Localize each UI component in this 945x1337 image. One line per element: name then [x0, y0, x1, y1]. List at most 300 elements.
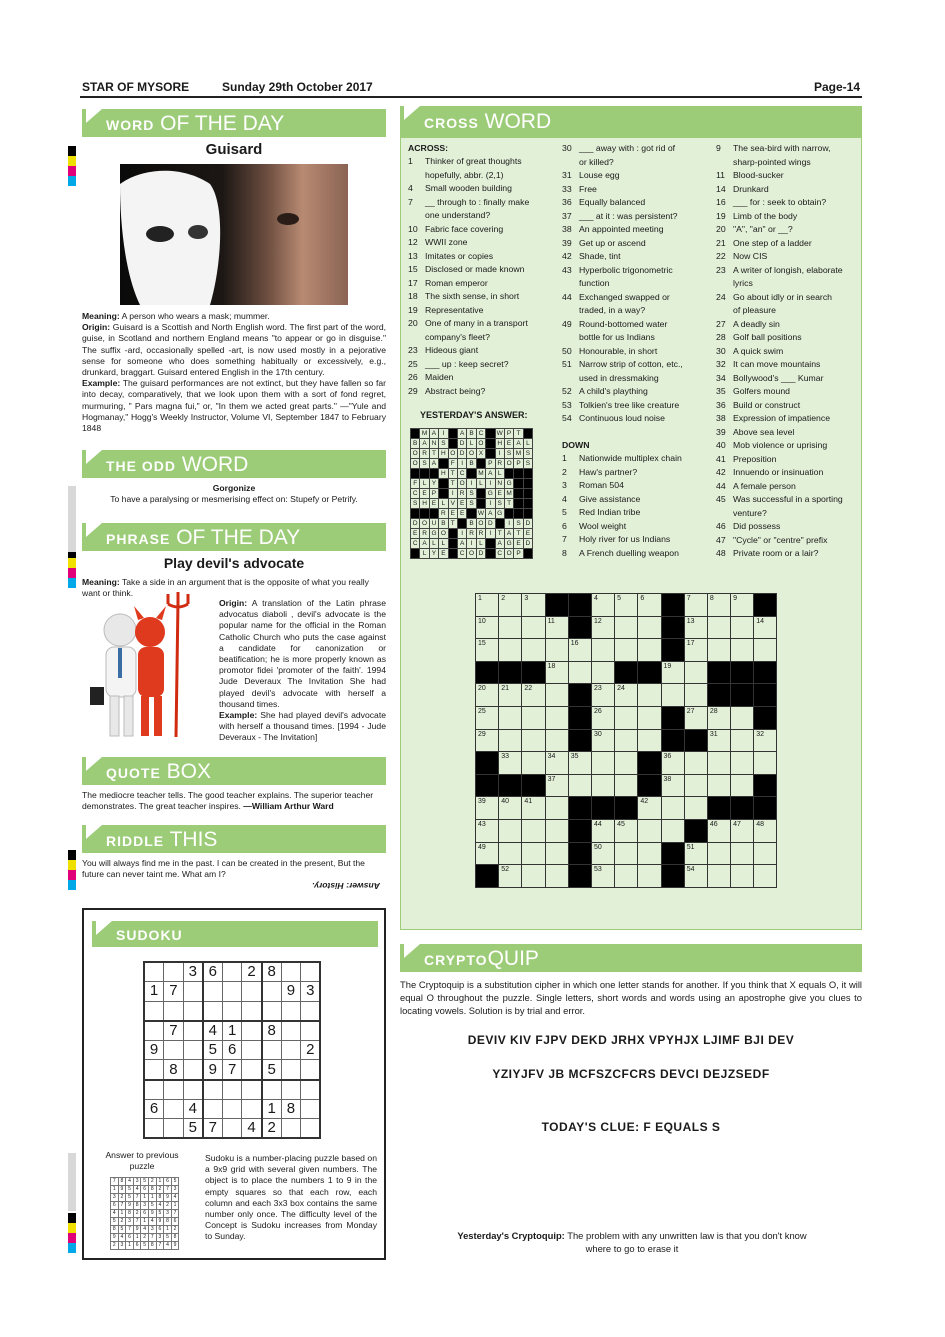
crossword-cell[interactable] [615, 865, 638, 888]
crossword-cell[interactable]: 46 [707, 819, 730, 842]
sudoku-cell[interactable] [242, 1001, 262, 1021]
crossword-cell[interactable] [545, 865, 568, 888]
answer-cell: S [504, 449, 513, 459]
crossword-cell[interactable] [545, 684, 568, 707]
sudoku-cell[interactable] [164, 1099, 184, 1119]
sudoku-answer-cell: 1 [164, 1226, 172, 1234]
gray-strip-1 [68, 486, 76, 552]
crossword-cell[interactable] [591, 774, 614, 797]
crossword-cell[interactable] [499, 616, 522, 639]
sudoku-cell[interactable] [301, 1119, 321, 1139]
sudoku-answer-cell: 3 [171, 1186, 179, 1194]
clue: 44 Exchanged swapped or [562, 291, 670, 302]
crossword-cell[interactable] [661, 797, 684, 820]
black-square [661, 594, 684, 617]
sudoku-cell[interactable] [164, 1040, 184, 1060]
crossword-cell[interactable] [638, 684, 661, 707]
answer-cell: E [457, 509, 466, 519]
sudoku-answer-cell: 3 [148, 1226, 156, 1234]
clue: 6 Wool weight [562, 520, 627, 531]
crossword-grid[interactable] [475, 593, 777, 888]
crossword-cell[interactable]: 44 [591, 819, 614, 842]
answer-cell: P [514, 549, 523, 559]
riddle-text: You will always find me in the past. I can be created in the present, But the future can never taint me. What am I? [82, 858, 365, 880]
answer-cell: T [514, 429, 523, 439]
crossword-cell[interactable] [522, 616, 545, 639]
sudoku-cell[interactable] [242, 1060, 262, 1080]
crossword-cell[interactable]: 12 [591, 616, 614, 639]
crossword-cell[interactable] [661, 819, 684, 842]
crossword-cell[interactable] [707, 639, 730, 662]
answer-cell: W [496, 430, 503, 437]
crossword-cell[interactable]: 35 [568, 752, 591, 775]
sudoku-cell[interactable] [164, 1001, 184, 1021]
answer-cell [514, 489, 523, 499]
sudoku-answer-cell: 7 [156, 1242, 164, 1250]
crossword-cell[interactable]: 37 [545, 774, 568, 797]
crossword-cell[interactable]: 29 [476, 729, 499, 752]
sudoku-cell[interactable] [183, 1080, 203, 1100]
crossword-cell[interactable]: 24 [615, 684, 638, 707]
crossword-cell[interactable] [522, 639, 545, 662]
black-square [661, 865, 684, 888]
crossword-cell[interactable] [731, 616, 754, 639]
sudoku-cell[interactable]: 6 [144, 1099, 164, 1119]
crossword-cell[interactable]: 6 [638, 594, 661, 617]
answer-cell: L [429, 539, 438, 549]
sudoku-cell[interactable] [203, 982, 223, 1002]
answer-cell: A [457, 429, 466, 439]
answer-cell: E [523, 529, 532, 539]
clue: 10 Fabric face covering [408, 223, 504, 234]
answer-cell: M [506, 490, 512, 497]
crossword-cell[interactable] [731, 865, 754, 888]
riddle-band: RIDDLE THIS [82, 825, 386, 853]
sudoku-cell[interactable] [281, 962, 301, 982]
crossword-cell[interactable] [568, 661, 591, 684]
crossword-cell[interactable] [638, 865, 661, 888]
sudoku-cell[interactable] [301, 1001, 321, 1021]
answer-cell: P [486, 459, 495, 469]
sudoku-cell[interactable]: 9 [281, 982, 301, 1002]
sudoku-cell[interactable]: 6 [203, 962, 223, 982]
crossword-cell[interactable] [731, 729, 754, 752]
sudoku-cell[interactable] [144, 1001, 164, 1021]
crossword-cell[interactable] [754, 842, 777, 865]
sudoku-cell[interactable] [242, 1021, 262, 1041]
sudoku-cell[interactable] [281, 1119, 301, 1139]
sudoku-cell[interactable]: 1 [222, 1021, 242, 1041]
answer-cell: T [448, 479, 457, 489]
crossword-cell[interactable]: 3 [522, 594, 545, 617]
crossword-cell[interactable]: 36 [661, 752, 684, 775]
sudoku-cell[interactable] [144, 1060, 164, 1080]
crossword-cell[interactable]: 40 [499, 797, 522, 820]
sudoku-cell[interactable] [183, 1021, 203, 1041]
sudoku-cell[interactable] [222, 1099, 242, 1119]
crossword-cell[interactable]: 47 [731, 819, 754, 842]
sudoku-cell[interactable] [203, 1080, 223, 1100]
crossword-cell[interactable] [522, 729, 545, 752]
crossword-cell[interactable] [754, 639, 777, 662]
crossword-cell[interactable] [638, 706, 661, 729]
crossword-cell[interactable]: 5 [615, 594, 638, 617]
crossword-cell[interactable] [545, 639, 568, 662]
sudoku-cell[interactable] [144, 1119, 164, 1139]
sudoku-cell[interactable] [183, 1001, 203, 1021]
crossword-cell[interactable] [591, 752, 614, 775]
sudoku-cell[interactable] [242, 982, 262, 1002]
crossword-cell[interactable]: 52 [499, 865, 522, 888]
sudoku-cell[interactable]: 8 [281, 1099, 301, 1119]
crossword-cell[interactable]: 7 [684, 594, 707, 617]
crossword-cell[interactable]: 45 [615, 819, 638, 842]
phrase-band: PHRASE OF THE DAY [82, 523, 386, 551]
sudoku-cell[interactable] [164, 1080, 184, 1100]
sudoku-cell[interactable] [222, 982, 242, 1002]
sudoku-cell[interactable] [144, 1021, 164, 1041]
crossword-cell[interactable] [707, 752, 730, 775]
sudoku-answer-cell: 5 [111, 1218, 119, 1226]
sudoku-cell[interactable]: 3 [183, 962, 203, 982]
crossword-cell[interactable]: 11 [545, 616, 568, 639]
sudoku-cell[interactable] [242, 1080, 262, 1100]
crossword-cell[interactable] [638, 842, 661, 865]
black-square [568, 865, 591, 888]
crossword-cell[interactable] [731, 752, 754, 775]
crossword-cell[interactable] [731, 639, 754, 662]
crossword-cell[interactable] [568, 774, 591, 797]
sudoku-cell[interactable]: 5 [262, 1060, 282, 1080]
crossword-cell[interactable] [499, 819, 522, 842]
answer-cell: R [467, 529, 476, 539]
clue: 13 Imitates or copies [408, 250, 494, 261]
crossword-cell[interactable]: 42 [638, 797, 661, 820]
answer-cell: B [467, 429, 476, 439]
sudoku-cell[interactable] [164, 962, 184, 982]
sudoku-cell[interactable] [222, 1001, 242, 1021]
crossword-cell[interactable]: 39 [476, 797, 499, 820]
answer-cell [411, 549, 420, 559]
black-square [476, 865, 499, 888]
crossword-cell[interactable] [731, 842, 754, 865]
sudoku-answer-cell: 4 [133, 1186, 141, 1194]
sudoku-answer-cell: 1 [148, 1194, 156, 1202]
clue: 37 ___ at it : was persistent? [562, 210, 678, 221]
answer-cell [514, 499, 523, 509]
sudoku-answer-cell: 1 [126, 1242, 134, 1250]
sudoku-cell[interactable] [203, 1001, 223, 1021]
clue: lyrics [733, 278, 753, 288]
answer-cell: F [448, 459, 457, 469]
crossword-cell[interactable] [707, 865, 730, 888]
sudoku-cell[interactable] [262, 1080, 282, 1100]
crossword-cell[interactable]: 28 [707, 706, 730, 729]
answer-cell: P [429, 489, 438, 499]
crossword-cell[interactable]: 43 [476, 819, 499, 842]
crossword-cell[interactable] [615, 752, 638, 775]
crossword-cell[interactable]: 54 [684, 865, 707, 888]
crossword-cell[interactable]: 2 [499, 594, 522, 617]
sudoku-cell[interactable] [301, 1021, 321, 1041]
sudoku-cell[interactable] [301, 962, 321, 982]
crossword-cell[interactable]: 13 [684, 616, 707, 639]
sudoku-cell[interactable]: 2 [301, 1040, 321, 1060]
crossword-cell[interactable]: 50 [591, 842, 614, 865]
clue: 15 Disclosed or made known [408, 264, 525, 274]
crossword-cell[interactable] [638, 819, 661, 842]
sudoku-cell[interactable] [262, 1040, 282, 1060]
sudoku-cell[interactable]: 2 [242, 962, 262, 982]
clue: 29 Abstract being? [408, 385, 486, 396]
crossword-cell[interactable] [731, 774, 754, 797]
crypto-clue: TODAY'S CLUE: F EQUALS S [541, 1120, 721, 1134]
sudoku-cell[interactable] [222, 962, 242, 982]
crossword-cell[interactable]: 34 [545, 752, 568, 775]
answer-cell [495, 519, 504, 529]
clue: 24 Go about idly or in search [716, 291, 832, 302]
answer-cell: O [504, 549, 513, 559]
crossword-cell[interactable]: 8 [707, 594, 730, 617]
sudoku-cell[interactable]: 8 [262, 962, 282, 982]
crossword-cell[interactable] [684, 661, 707, 684]
crossword-cell[interactable] [615, 706, 638, 729]
crossword-cell[interactable] [591, 639, 614, 662]
sudoku-cell[interactable] [203, 1099, 223, 1119]
sudoku-cell[interactable] [222, 1119, 242, 1139]
sudoku-answer-cell: 3 [126, 1218, 134, 1226]
crossword-cell[interactable] [545, 819, 568, 842]
answer-cell: H [420, 499, 429, 509]
clue: 50 Honourable, in short [562, 345, 658, 356]
crossword-cell[interactable]: 41 [522, 797, 545, 820]
crossword-cell[interactable]: 4 [591, 594, 614, 617]
crossword-cell[interactable] [615, 774, 638, 797]
answer-cell: L [467, 439, 476, 449]
sudoku-cell[interactable] [144, 962, 164, 982]
answer-cell: A [504, 529, 513, 539]
crossword-cell[interactable] [522, 752, 545, 775]
sudoku-cell[interactable] [281, 1080, 301, 1100]
riddle-answer: Answer: History. [312, 881, 380, 892]
crossword-cell[interactable] [707, 774, 730, 797]
sudoku-cell[interactable] [222, 1080, 242, 1100]
sudoku-answer-cell: 6 [164, 1178, 172, 1186]
answer-cell: D [523, 519, 532, 529]
crossword-cell[interactable]: 20 [476, 684, 499, 707]
answer-cell: F [411, 479, 420, 489]
black-square [661, 706, 684, 729]
sudoku-answer-cell: 2 [133, 1210, 141, 1218]
clue: sharp-pointed wings [733, 156, 811, 167]
answer-cell [523, 469, 532, 479]
crossword-cell[interactable]: 31 [707, 729, 730, 752]
crossword-cell[interactable] [684, 684, 707, 707]
crossword-cell[interactable] [684, 797, 707, 820]
sudoku-cell[interactable]: 8 [262, 1021, 282, 1041]
crossword-cell[interactable] [661, 684, 684, 707]
crossword-cell[interactable] [638, 639, 661, 662]
sudoku-answer-cell: 3 [164, 1210, 172, 1218]
answer-cell: I [457, 529, 466, 539]
sudoku-cell[interactable] [262, 982, 282, 1002]
answer-cell: E [495, 489, 504, 499]
crossword-cell[interactable] [545, 842, 568, 865]
clue: 2 Haw's partner? [562, 466, 638, 477]
crossword-cell[interactable] [522, 842, 545, 865]
crossword-cell[interactable]: 25 [476, 706, 499, 729]
sudoku-cell[interactable] [262, 1001, 282, 1021]
black-square [754, 661, 777, 684]
crossword-cell[interactable] [638, 616, 661, 639]
crossword-cell[interactable] [522, 865, 545, 888]
crossword-cell[interactable] [545, 706, 568, 729]
crossword-cell[interactable]: 51 [684, 842, 707, 865]
crossword-cell[interactable] [684, 752, 707, 775]
sudoku-cell[interactable]: 5 [183, 1119, 203, 1139]
crossword-cell[interactable] [707, 842, 730, 865]
answer-cell: I [439, 429, 448, 439]
sudoku-cell[interactable] [301, 1099, 321, 1119]
crossword-cell[interactable] [522, 819, 545, 842]
crossword-cell[interactable]: 21 [499, 684, 522, 707]
crossword-cell[interactable]: 14 [754, 616, 777, 639]
crossword-cell[interactable] [754, 752, 777, 775]
sudoku-cell[interactable]: 9 [144, 1040, 164, 1060]
crossword-cell[interactable] [545, 729, 568, 752]
clue: venture? [733, 507, 767, 518]
sudoku-cell[interactable] [301, 1060, 321, 1080]
sudoku-answer-cell: 1 [111, 1186, 119, 1194]
crossword-cell[interactable]: 26 [591, 706, 614, 729]
clue: company's fleet? [425, 331, 490, 342]
sudoku-cell[interactable]: 4 [203, 1021, 223, 1041]
sudoku-cell[interactable]: 7 [203, 1119, 223, 1139]
sudoku-cell[interactable]: 1 [144, 982, 164, 1002]
crossword-cell[interactable] [731, 706, 754, 729]
sudoku-grid[interactable] [143, 961, 321, 1139]
clue: one understand? [425, 210, 491, 220]
sudoku-cell[interactable] [242, 1040, 262, 1060]
sudoku-answer-cell: 9 [133, 1226, 141, 1234]
sudoku-answer-cell: 1 [156, 1178, 164, 1186]
crossword-cell[interactable]: 27 [684, 706, 707, 729]
crossword-cell[interactable]: 19 [661, 661, 684, 684]
crossword-cell[interactable] [499, 706, 522, 729]
answer-cell: E [411, 529, 420, 539]
crossword-cell[interactable] [684, 774, 707, 797]
sudoku-answer-cell: 8 [111, 1226, 119, 1234]
sudoku-answer-cell: 9 [126, 1202, 134, 1210]
black-square [754, 774, 777, 797]
sudoku-answer-cell: 8 [126, 1210, 134, 1218]
crossword-cell[interactable] [638, 729, 661, 752]
answer-cell: R [420, 449, 429, 459]
sudoku-cell[interactable]: 4 [242, 1119, 262, 1139]
sudoku-cell[interactable] [183, 1040, 203, 1060]
sudoku-cell[interactable] [281, 1060, 301, 1080]
crossword-cell[interactable] [615, 842, 638, 865]
black-square [707, 661, 730, 684]
crossword-cell[interactable] [499, 639, 522, 662]
sudoku-cell[interactable]: 2 [262, 1119, 282, 1139]
crossword-cell[interactable] [615, 729, 638, 752]
answer-cell: O [476, 439, 485, 449]
answer-cell: D [457, 449, 466, 459]
answer-cell: O [467, 549, 476, 559]
crossword-cell[interactable]: 32 [754, 729, 777, 752]
crossword-cell[interactable]: 30 [591, 729, 614, 752]
crossword-cell[interactable]: 49 [476, 842, 499, 865]
sudoku-cell[interactable] [281, 1021, 301, 1041]
crossword-cell[interactable]: 10 [476, 616, 499, 639]
sudoku-answer-cell: 4 [156, 1202, 164, 1210]
sudoku-cell[interactable] [183, 982, 203, 1002]
sudoku-cell[interactable] [242, 1099, 262, 1119]
answer-cell: M [478, 470, 484, 477]
sudoku-cell[interactable] [301, 1080, 321, 1100]
sudoku-cell[interactable] [144, 1080, 164, 1100]
crossword-cell[interactable] [545, 797, 568, 820]
crossword-cell[interactable] [499, 729, 522, 752]
phrase-body: Origin: A translation of the Latin phrase advocatus diaboli , devil's advocate is the popular name for the official in the Roman Catholic Church who puts the case against a candidate for canonization or beatification; he is more properly known as promotor fidei 'promoter of the faith'. 1994 Jude Deveraux The Invitation She had played devil's advocate with herself a thousand times. Example: She had played devil's advocate with herself a thousand times. [1994 - Jude Deveraux - The Invitation] [219, 598, 386, 743]
sudoku-cell[interactable]: 5 [203, 1040, 223, 1060]
sudoku-cell[interactable] [281, 1040, 301, 1060]
crossword-cell[interactable]: 22 [522, 684, 545, 707]
crossword-cell[interactable] [499, 842, 522, 865]
crossword-cell[interactable]: 16 [568, 639, 591, 662]
crossword-cell[interactable]: 1 [476, 594, 499, 617]
sudoku-cell[interactable] [164, 1119, 184, 1139]
crossword-cell[interactable]: 53 [591, 865, 614, 888]
answer-cell: I [486, 479, 495, 489]
crossword-cell[interactable] [707, 616, 730, 639]
sudoku-cell[interactable] [281, 1001, 301, 1021]
crossword-cell[interactable]: 33 [499, 752, 522, 775]
sudoku-cell[interactable]: 4 [183, 1099, 203, 1119]
sudoku-cell[interactable]: 7 [164, 1021, 184, 1041]
clue: 35 Golfers mound [716, 386, 790, 396]
clue: 44 A female person [716, 480, 796, 491]
crossword-cell[interactable]: 18 [545, 661, 568, 684]
crossword-cell[interactable] [754, 865, 777, 888]
crossword-cell[interactable]: 9 [731, 594, 754, 617]
crossword-cell[interactable] [615, 616, 638, 639]
crossword-cell[interactable] [615, 639, 638, 662]
sudoku-cell[interactable]: 6 [222, 1040, 242, 1060]
down-clues-2 [716, 142, 860, 561]
sudoku-cell[interactable]: 3 [301, 982, 321, 1002]
crossword-cell[interactable]: 23 [591, 684, 614, 707]
clue: 33 Free [562, 183, 597, 194]
answer-cell: T [429, 449, 438, 459]
crossword-cell[interactable]: 38 [661, 774, 684, 797]
clue: 52 A child's plaything [562, 386, 648, 396]
sudoku-cell[interactable]: 1 [262, 1099, 282, 1119]
crossword-cell[interactable]: 15 [476, 639, 499, 662]
sudoku-cell[interactable]: 8 [164, 1060, 184, 1080]
sudoku-cell[interactable]: 7 [164, 982, 184, 1002]
sudoku-cell[interactable]: 7 [222, 1060, 242, 1080]
crossword-cell[interactable] [591, 661, 614, 684]
crossword-cell[interactable] [522, 706, 545, 729]
sudoku-cell[interactable]: 9 [203, 1060, 223, 1080]
crossword-cell[interactable]: 17 [684, 639, 707, 662]
sudoku-cell[interactable] [183, 1060, 203, 1080]
crossword-cell[interactable]: 48 [754, 819, 777, 842]
wotd-word: Guisard [205, 141, 263, 158]
answer-cell: T [448, 469, 457, 479]
